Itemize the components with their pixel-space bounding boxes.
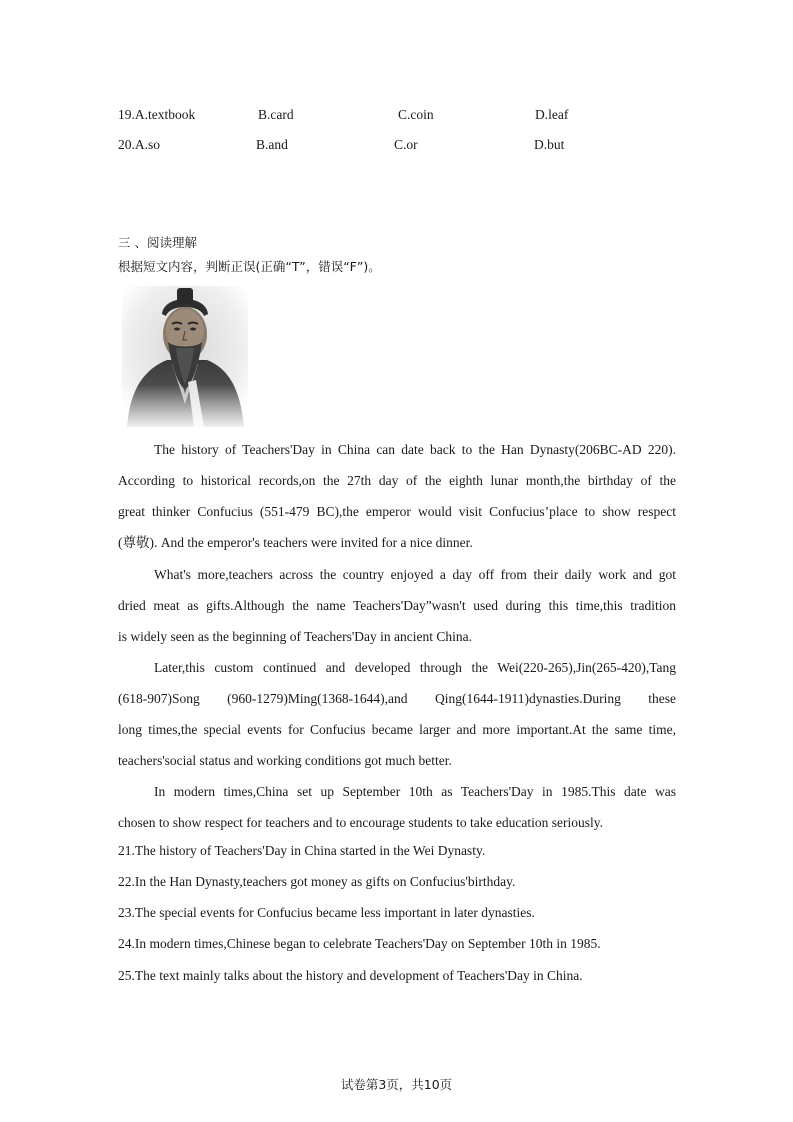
passage-line: What's more,teachers across the country enjoyed a day off from their daily work and got [154,567,676,582]
option-c: C.or [394,137,418,152]
option-a: 20.A.so [118,137,161,152]
passage-paragraph-3 [118,652,676,776]
option-b: B.and [256,137,288,152]
instruction-text: 根据短文内容，判断正误(正确“T”，错误“F”)。 [118,259,381,274]
question-24: 24.In modern times,Chinese began to celebrate Teachers'Day on September 10th in 1985. [118,936,601,951]
passage-line: (尊敬). And the emperor's teachers were invited for a nice dinner. [118,535,473,550]
question-20-options [118,135,678,155]
section-title: 三 、阅读理解 [118,235,197,250]
option-d: D.but [534,137,565,152]
question-19-options [118,105,678,125]
passage-line: Later,this custom continued and developed through the Wei(220-265),Jin(265-420),Tang [154,660,676,675]
question-25: 25.The text mainly talks about the history and development of Teachers'Day in China. [118,968,583,983]
passage-line: teachers'social status and working conditions got much better. [118,753,452,768]
option-d: D.leaf [535,107,569,122]
passage-line: great thinker Confucius (551-479 BC),the emperor would visit Confucius’place to show respect [118,504,676,519]
passage-paragraph-2 [118,559,676,652]
page-footer: 试卷第3页，共10页 [340,1077,453,1092]
question-23: 23.The special events for Confucius became less important in later dynasties. [118,905,535,920]
passage-line: is widely seen as the beginning of Teachers'Day in ancient China. [118,629,473,644]
passage-line: According to historical records,on the 27th day of the eighth lunar month,the birthday of the [118,473,676,488]
passage-paragraph-1 [118,434,676,558]
passage-line: The history of Teachers'Day in China can date back to the Han Dynasty(206BC-AD 220). [154,442,676,457]
passage-line: In modern times,China set up September 10th as Teachers'Day in 1985.This date was [154,784,676,799]
confucius-portrait-image [122,286,248,427]
question-22: 22.In the Han Dynasty,teachers got money as gifts on Confucius'birthday. [118,874,516,889]
passage-line: dried meat as gifts.Although the name Teachers'Day”wasn't used during this time,this tradition [118,598,676,613]
option-a: 19.A.textbook [118,107,196,122]
question-21: 21.The history of Teachers'Day in China started in the Wei Dynasty. [118,843,486,858]
passage-line: long times,the special events for Confucius became larger and more important.At the same time, [118,722,676,737]
passage-line: (618-907)Song (960-1279)Ming(1368-1644),and Qing(1644-1911)dynasties.During these [118,691,676,706]
passage-paragraph-4 [118,776,676,838]
option-b: B.card [258,107,294,122]
option-c: C.coin [398,107,434,122]
passage-line: chosen to show respect for teachers and to encourage students to take education seriously. [118,815,603,830]
